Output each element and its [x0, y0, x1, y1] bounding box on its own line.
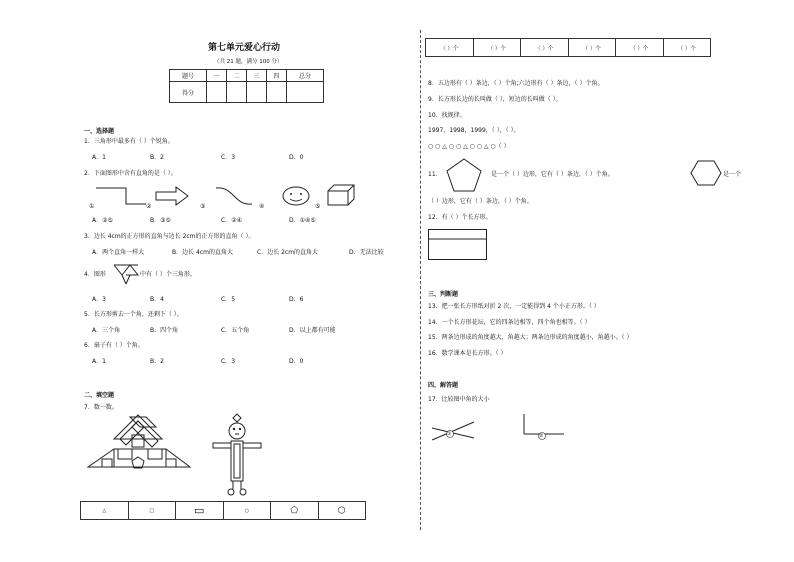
q4-triangle-figure	[113, 262, 139, 286]
q4-option-a[interactable]: A．3	[92, 296, 106, 303]
q12-rectangles-figure	[428, 229, 488, 261]
q4-text-a: 4．图形	[84, 271, 106, 278]
count-answer-cell[interactable]: （ ）个	[426, 39, 474, 57]
q1-option-b[interactable]: B．2	[150, 154, 164, 161]
arrow-figure	[156, 187, 188, 205]
q11-text-a: 11．	[428, 171, 442, 178]
score-cell[interactable]	[227, 82, 247, 103]
score-header-cell: 四	[266, 70, 286, 82]
q5-option-c[interactable]: C．五个角	[221, 327, 250, 334]
q3-option-d[interactable]: D．无法比较	[349, 249, 384, 256]
count-answer-cell[interactable]: （ ）个	[568, 39, 616, 57]
q6-text: 6．扇子有（ ）个角。	[84, 342, 144, 349]
q3-option-a[interactable]: A．两个直角一样大	[92, 249, 145, 256]
page-subtitle: （共 21 题，满分 100 分）	[214, 59, 283, 65]
page-title: 第七单元爱心行动	[208, 43, 281, 53]
q12-text: 12．有（ ）个长方形。	[428, 214, 492, 221]
zigzag-line-figure	[96, 188, 146, 204]
q6-option-d[interactable]: D．0	[289, 358, 304, 365]
q6-option-b[interactable]: B．2	[150, 358, 164, 365]
q1-text: 1．三角形中最多有（ ）个锐角。	[84, 138, 174, 145]
q7-count-table	[80, 501, 366, 520]
score-cell[interactable]	[207, 82, 227, 103]
q2-option-a[interactable]: A．②⑤	[92, 217, 113, 224]
count-answer-cell[interactable]: （ ）个	[521, 39, 569, 57]
q5-option-a[interactable]: A．三个角	[92, 327, 121, 334]
q2-fig-label-5: ⑤	[315, 203, 321, 210]
section2-title: 二、填空题	[84, 392, 115, 399]
q8-text: 8．五边形有（ ）条边，（ ）个角;六边形有（ ）条边，（ ）个角。	[428, 80, 604, 87]
q3-option-c[interactable]: C．边长 2cm的直角大	[257, 249, 319, 256]
q5-text: 5．长方形剪去一个角，还剩下（ ）。	[84, 311, 183, 318]
q4-option-c[interactable]: C．5	[221, 296, 236, 303]
smiley-face-figure	[283, 187, 309, 205]
count-answer-cell[interactable]: （ ）个	[663, 39, 711, 57]
score-header-cell: 二	[227, 70, 247, 82]
q5-option-b[interactable]: B．四个角	[150, 327, 179, 334]
q10-sequence: 1997，1998，1999，（ ），（ ）。	[428, 127, 520, 134]
q1-option-d[interactable]: D．0	[289, 154, 304, 161]
q7-robot-figure	[207, 413, 267, 503]
score-row-label: 得分	[170, 82, 207, 103]
q11-text-b: 是一个（ ）边形，它有（ ）条边，（ ）个角。	[491, 171, 614, 178]
q14-text: 14．一个长方形花坛，它的四条边相等，四个角也相等。（ ）	[428, 319, 591, 326]
count-answer-cell[interactable]: （ ）个	[473, 39, 521, 57]
q4-text-b: 中有（ ）个三角形。	[140, 271, 196, 278]
score-header-cell: 题号	[170, 70, 207, 82]
q6-option-c[interactable]: C．3	[221, 358, 236, 365]
score-table	[169, 69, 324, 103]
q2-option-c[interactable]: C．②④	[221, 217, 242, 224]
hexagon-count-icon: ⬡	[318, 502, 366, 520]
q9-text: 9．长方形长边的长叫做（ ），短边的长叫做（ ）。	[428, 96, 562, 103]
score-cell[interactable]	[246, 82, 266, 103]
q6-option-a[interactable]: A．1	[92, 358, 106, 365]
triangle-count-icon: △	[81, 502, 129, 520]
page-divider	[420, 30, 421, 530]
q3-text: 3．边长 4cm的正方形的直角与边长 2cm的正方形的直角（ ）。	[84, 233, 255, 240]
q13-text: 13．把一张长方形纸对折 2 次，一定能得到 4 个小正方形。（ ）	[428, 303, 600, 310]
q15-text: 15．两条边形成的角度越大，角越大；两条边形成的角度越小，角越小。（ ）	[428, 334, 633, 341]
hexagon-figure	[690, 160, 722, 186]
q2-fig-label-4: ④	[259, 203, 265, 210]
score-header-cell: 一	[207, 70, 227, 82]
q2-option-d[interactable]: D．①④⑤	[289, 217, 316, 224]
pentagon-count-icon: ⬠	[271, 502, 319, 520]
rectangle-count-icon: ▭	[176, 502, 224, 520]
q4-option-d[interactable]: D．6	[289, 296, 304, 303]
square-count-icon: □	[128, 502, 176, 520]
q2-text: 2．下面图形中含有直角的是（ ）。	[84, 170, 177, 177]
q2-fig-label-2: ②	[146, 203, 152, 210]
q10-shape-sequence: ○ ○ △ ○ ○ △ ○ ○ △ ○（ ）	[428, 143, 510, 150]
q2-option-b[interactable]: B．③⑤	[150, 217, 171, 224]
q7-boat-figure	[86, 413, 196, 493]
q5-option-d[interactable]: D．以上都有可能	[289, 327, 336, 334]
q1-option-c[interactable]: C．3	[221, 154, 236, 161]
q10-text: 10．找规律。	[428, 112, 466, 119]
q2-fig-label-1: ①	[89, 203, 95, 210]
angle-1-label: ①	[447, 431, 452, 437]
score-header-cell: 总分	[286, 70, 323, 82]
section3-title: 三、判断题	[428, 291, 459, 298]
curve-figure	[216, 188, 252, 204]
circle-count-icon: ○	[223, 502, 271, 520]
q4-option-b[interactable]: B．4	[150, 296, 164, 303]
angle-2-label: ②	[539, 433, 544, 439]
score-cell[interactable]	[266, 82, 286, 103]
q2-fig-label-3: ③	[200, 203, 206, 210]
q7-text: 7．数一数。	[84, 404, 118, 411]
cuboid-figure	[328, 191, 348, 205]
section1-title: 一、选择题	[84, 128, 115, 135]
pentagon-figure	[446, 158, 482, 192]
q17-angles-figure	[430, 412, 580, 444]
section4-title: 四、解答题	[428, 382, 459, 389]
q11-text-c: 是一个	[723, 171, 742, 178]
score-header-cell: 三	[246, 70, 266, 82]
q17-text: 17．比较图中角的大小	[428, 396, 490, 403]
count-answer-cell[interactable]: （ ）个	[616, 39, 664, 57]
q7-count-answer-table	[425, 38, 711, 57]
q3-option-b[interactable]: B．边长 4cm的直角大	[172, 249, 233, 256]
q11-text-d: （ ）边形，它有（ ）条边，（ ）个角。	[428, 198, 533, 205]
score-cell[interactable]	[286, 82, 323, 103]
q16-text: 16．数学课本是长方形。（ ）	[428, 350, 507, 357]
q1-option-a[interactable]: A．1	[92, 154, 106, 161]
